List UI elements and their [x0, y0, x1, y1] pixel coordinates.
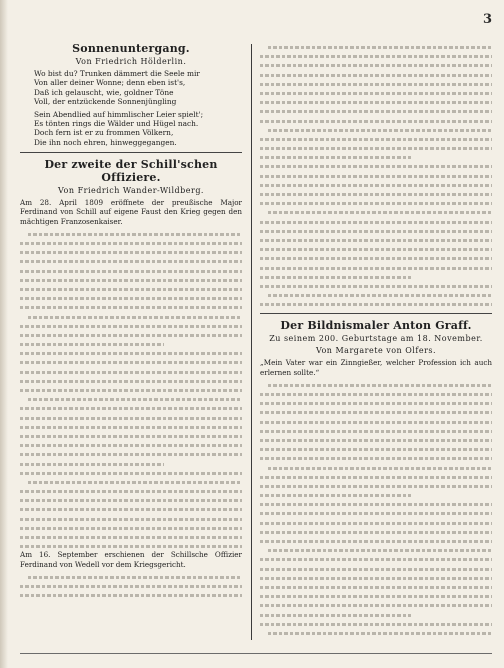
text-line-placeholder [260, 42, 492, 51]
poem-stanza [34, 69, 228, 107]
poem-line: Voll, der entzückende Sonnenjüngling [34, 97, 177, 107]
text-line-placeholder [260, 189, 492, 198]
text-line-placeholder [260, 417, 492, 426]
text-line-placeholder [260, 226, 492, 235]
text-line-placeholder [20, 293, 242, 302]
text-line-placeholder [20, 504, 242, 513]
text-line-placeholder [260, 217, 492, 226]
text-line-placeholder [260, 637, 492, 638]
text-line-placeholder [20, 348, 242, 357]
text-line-placeholder [260, 207, 492, 216]
text-line-placeholder [20, 440, 242, 449]
text-line-placeholder [260, 582, 492, 591]
text-line-placeholder [20, 514, 242, 523]
poem-line: Von aller deiner Wonne; denn eben ist's, [34, 78, 186, 88]
text-line-placeholder [260, 545, 492, 554]
article-author: Von Margarete von Olfers. [315, 346, 437, 356]
text-line-placeholder [260, 70, 492, 79]
text-line-placeholder [260, 198, 492, 207]
text-line-placeholder [260, 152, 492, 161]
text-line-placeholder [20, 247, 242, 256]
text-line-placeholder [260, 490, 492, 499]
text-line-placeholder [260, 536, 492, 545]
text-line-placeholder [260, 235, 492, 244]
text-line-placeholder [260, 600, 492, 609]
text-line-placeholder [260, 299, 492, 308]
text-line-placeholder [20, 477, 242, 486]
text-line-placeholder [20, 468, 242, 477]
text-line-placeholder [260, 143, 492, 152]
text-line-placeholder [20, 229, 242, 238]
text-line-placeholder [20, 413, 242, 422]
text-line-placeholder [260, 125, 492, 134]
text-line-placeholder [260, 463, 492, 472]
text-line-placeholder [260, 60, 492, 69]
text-line-placeholder [260, 610, 492, 619]
article-title: Der zweite der Schill'schen Offiziere. [44, 158, 218, 185]
illegible-text-block [20, 572, 242, 600]
text-line-placeholder [20, 495, 242, 504]
poem-author: Von Friedrich Hölderlin. [75, 57, 187, 66]
text-line-placeholder [20, 581, 242, 590]
section-divider [260, 313, 492, 314]
text-line-placeholder [20, 302, 242, 311]
text-line-placeholder [20, 541, 242, 550]
left-column [20, 40, 242, 638]
text-line-placeholder [260, 435, 492, 444]
poem-line: Sein Abendlied auf himmlischer Leier spielt'; [34, 109, 204, 119]
text-line-placeholder [260, 508, 492, 517]
poem-title: Sonnenuntergang. [72, 42, 190, 55]
text-line-placeholder [260, 426, 492, 435]
poem-line: Daß ich gelauscht, wie, goldner Töne [34, 87, 174, 97]
text-line-placeholder [260, 51, 492, 60]
text-line-placeholder [260, 628, 492, 637]
text-line-placeholder [260, 389, 492, 398]
poem-line: Doch fern ist er zu frommen Völkern, [34, 128, 174, 138]
text-line-placeholder [20, 422, 242, 431]
text-line-placeholder [260, 481, 492, 490]
text-line-placeholder [260, 518, 492, 527]
page-number: 3 [482, 12, 492, 27]
text-line-placeholder [20, 459, 242, 468]
text-line-placeholder [260, 263, 492, 272]
poem-line: Wo bist du? Trunken dämmert die Seele mir [34, 69, 200, 78]
text-line-placeholder [260, 106, 492, 115]
text-line-placeholder [260, 499, 492, 508]
text-line-placeholder [20, 284, 242, 293]
text-line-placeholder [20, 486, 242, 495]
text-line-placeholder [20, 367, 242, 376]
text-line-placeholder [260, 554, 492, 563]
column-divider [251, 44, 252, 640]
text-line-placeholder [260, 116, 492, 125]
right-column [260, 40, 492, 638]
text-line-placeholder [20, 357, 242, 366]
text-line-placeholder [260, 253, 492, 262]
text-line-placeholder [20, 238, 242, 247]
illegible-text-block [20, 229, 242, 551]
text-line-placeholder [260, 472, 492, 481]
text-line-placeholder [260, 272, 492, 281]
text-line-placeholder [260, 444, 492, 453]
text-line-placeholder [260, 527, 492, 536]
text-line-placeholder [260, 398, 492, 407]
text-line-placeholder [20, 590, 242, 599]
text-line-placeholder [20, 312, 242, 321]
article-paragraph: Am 28. April 1809 eröffnete der preußische Major Ferdinand von Schill auf eigene Faust den Krieg gegen den mächtigen Franzosenkaiser. [20, 198, 242, 226]
text-line-placeholder [20, 339, 242, 348]
text-line-placeholder [20, 572, 242, 581]
section-divider [20, 152, 242, 153]
article-paragraph: „Mein Vater war ein Zinngießer, welcher Profession ich auch erlernen sollte.“ [260, 358, 492, 377]
poem-stanza [34, 110, 228, 148]
text-line-placeholder [20, 330, 242, 339]
text-line-placeholder [260, 564, 492, 573]
text-line-placeholder [260, 97, 492, 106]
text-line-placeholder [260, 171, 492, 180]
article-subtitle: Zu seinem 200. Geburtstage am 18. November. [269, 334, 483, 344]
article-title: Der Bildnismaler Anton Graff. [280, 319, 472, 333]
text-line-placeholder [20, 532, 242, 541]
text-line-placeholder [20, 376, 242, 385]
text-line-placeholder [260, 453, 492, 462]
text-line-placeholder [260, 573, 492, 582]
article-paragraph: Am 16. September erschienen der Schillsche Offizier Ferdinand von Wedell vor dem Kriegsgericht. [20, 550, 242, 569]
text-line-placeholder [260, 290, 492, 299]
poem-line: Die ihn noch ehren, hinweggegangen. [34, 137, 177, 147]
text-line-placeholder [20, 266, 242, 275]
illegible-text-block [260, 380, 492, 638]
poem-line: Es tönten rings die Wälder und Hügel nach. [34, 119, 199, 129]
text-line-placeholder [20, 403, 242, 412]
text-line-placeholder [260, 88, 492, 97]
text-line-placeholder [20, 449, 242, 458]
article-author: Von Friedrich Wander-Wildberg. [58, 186, 204, 196]
page-edge-shadow [0, 0, 8, 668]
text-line-placeholder [260, 380, 492, 389]
text-line-placeholder [20, 275, 242, 284]
text-line-placeholder [20, 385, 242, 394]
text-line-placeholder [20, 394, 242, 403]
text-line-placeholder [260, 407, 492, 416]
bottom-rule [20, 653, 492, 654]
text-line-placeholder [260, 79, 492, 88]
text-line-placeholder [260, 180, 492, 189]
text-line-placeholder [260, 591, 492, 600]
text-line-placeholder [260, 134, 492, 143]
text-line-placeholder [260, 161, 492, 170]
poem-body [20, 69, 242, 147]
illegible-text-block [260, 42, 492, 308]
text-line-placeholder [260, 619, 492, 628]
text-line-placeholder [20, 321, 242, 330]
text-line-placeholder [20, 256, 242, 265]
text-line-placeholder [260, 281, 492, 290]
text-line-placeholder [20, 523, 242, 532]
text-line-placeholder [260, 244, 492, 253]
text-line-placeholder [20, 431, 242, 440]
